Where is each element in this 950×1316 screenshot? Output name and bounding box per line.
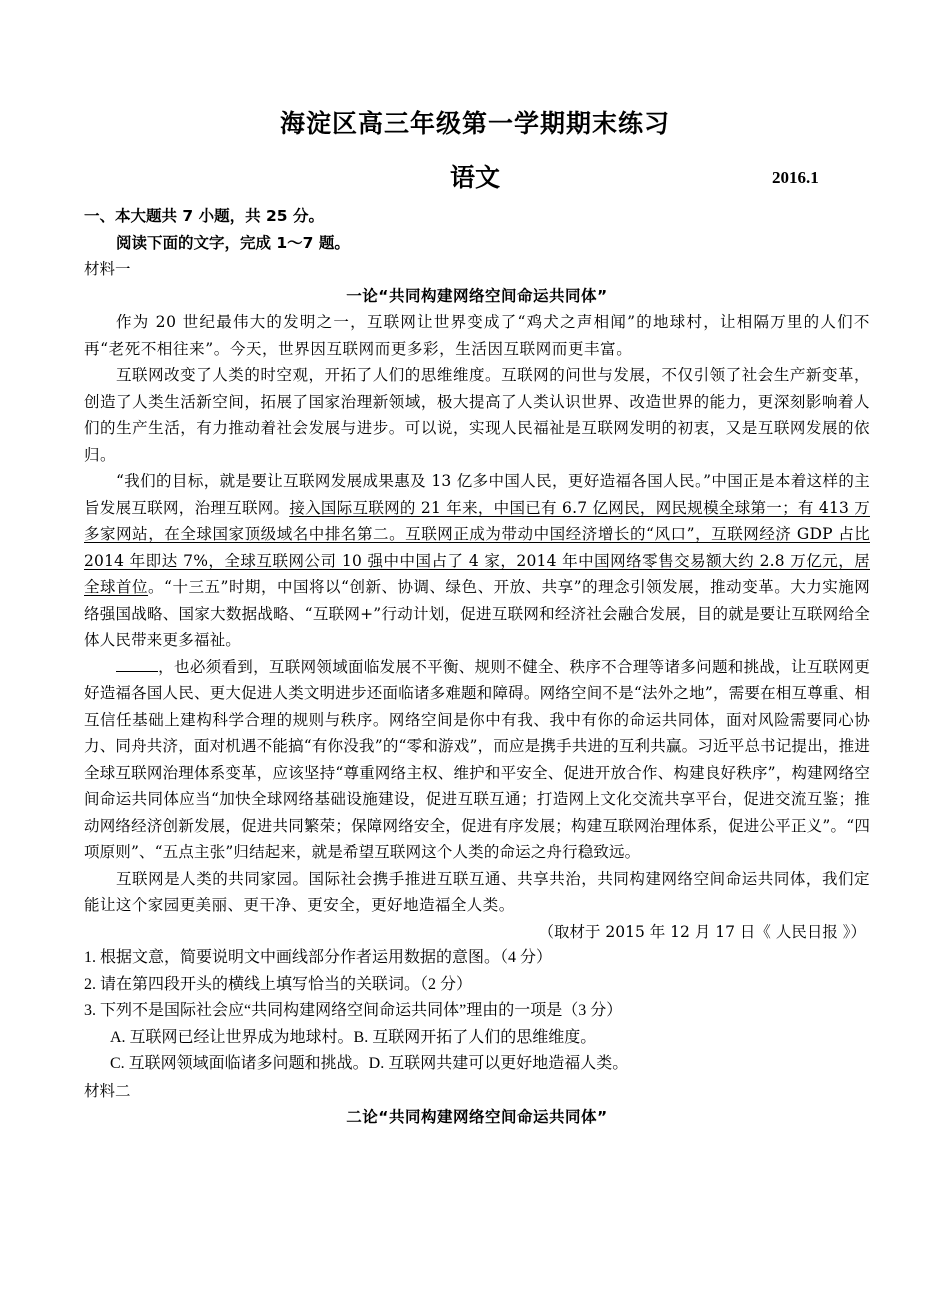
subject-title: 语文 bbox=[449, 163, 500, 192]
paragraph-3 bbox=[84, 468, 870, 654]
paragraph-1: 作为 20 世纪最伟大的发明之一，互联网让世界变成了“鸡犬之声相闻”的地球村，让相隔万里的人们不再“老死不相往来”。今天，世界因互联网而更多彩，生活因互联网而更丰富。 bbox=[84, 313, 870, 358]
question-2: 2. 请在第四段开头的横线上填写恰当的关联词。（2 分） bbox=[84, 975, 473, 993]
paragraph-3-start: “我们的目标，就是要让互联网发展成果惠及 13 亿多中国人民，更好造福各国人民。”中国正是本着这样的主旨发展互联网，治理互联网。 bbox=[84, 472, 870, 517]
options-row-1: A. 互联网已经让世界成为地球村。B. 互联网开拓了人们的思维维度。 bbox=[110, 1028, 597, 1046]
material-1-label: 材料一 bbox=[84, 260, 131, 278]
exam-date: 2016.1 bbox=[772, 168, 819, 187]
material-2-title: 二论“共同构建网络空间命运共同体” bbox=[346, 1108, 608, 1126]
paragraph-3-end: 。“十三五”时期，中国将以“创新、协调、绿色、开放、共享”的理念引领发展，推动变革。大力实施网络强国战略、国家大数据战略、“互联网+”行动计划，促进互联网和经济社会融合发展，目的就是要让互联网给全体人民带来更多福祉。 bbox=[84, 578, 870, 649]
paragraph-4 bbox=[84, 654, 870, 866]
material-1-title: 一论“共同构建网络空间命运共同体” bbox=[346, 286, 608, 305]
underlined-data-passage: 接入国际互联网的 21 年来，中国已有 6.7 亿网民，网民规模全球第一；有 413 万多家网站，在全球国家顶级域名中排名第二。互联网正成为带动中国经济增长的“风口”，互联网经济 GDP 占比 2014 年即达 7%，全球互联网公司 10 强中中国占了 4 家，2014 年中国网络零售交易额大约 2.8 万亿元，居全球首位 bbox=[84, 498, 870, 596]
article-source: （取材于 2015 年 12 月 17 日《 人民日报 》） bbox=[538, 922, 866, 941]
section-heading: 一、本大题共 7 小题，共 25 分。 bbox=[84, 207, 324, 225]
paragraph-4-text: ，也必须看到，互联网领域面临发展不平衡、规则不健全、秩序不合理等诸多问题和挑战，让互联网更好造福各国人民、更大促进人类文明进步还面临诸多难题和障碍。网络空间不是“法外之地”，需要在相互尊重、相互信任基础上建构科学合理的规则与秩序。网络空间是你中有我、我中有你的命运共同体，面对风险需要同心协力、同舟共济，面对机遇不能搞“有你没我”的“零和游戏”，而应是携手共进的互利共赢。习近平总书记提出，推进全球互联网治理体系变革，应该坚持“尊重网络主权、维护和平安全、促进开放合作、构建良好秩序”，构建网络空间命运共同体应当“加快全球网络基础设施建设，促进互联互通；打造网上文化交流共享平台，促进交流互鉴；推动网络经济创新发展，促进共同繁荣；保障网络安全，促进有序发展；构建互联网治理体系，促进公平正义”。“四项原则”、“五点主张”归结起来，就是希望互联网这个人类的命运之舟行稳致远。 bbox=[84, 657, 870, 861]
options-row-2: C. 互联网领域面临诸多问题和挑战。D. 互联网共建可以更好地造福人类。 bbox=[110, 1055, 629, 1072]
paragraph-2: 互联网改变了人类的时空观，开拓了人们的思维维度。互联网的问世与发展，不仅引领了社会生产新变革，创造了人类生活新空间，拓展了国家治理新领域，极大提高了人类认识世界、改造世界的能力，更深刻影响着人们的生产生活，有力推动着社会发展与进步。可以说，实现人民福祉是互联网发明的初衷，又是互联网发展的依归。 bbox=[84, 366, 870, 464]
exam-title: 海淀区高三年级第一学期期末练习 bbox=[279, 109, 670, 138]
exam-content bbox=[84, 203, 870, 1131]
section-instruction: 阅读下面的文字，完成 1～7 题。 bbox=[116, 233, 350, 252]
question-1: 1. 根据文意，简要说明文中画线部分作者运用数据的意图。（4 分） bbox=[84, 949, 553, 966]
fill-in-blank[interactable] bbox=[116, 655, 158, 672]
question-3: 3. 下列不是国际社会应“共同构建网络空间命运共同体”理由的一项是（3 分） bbox=[84, 1002, 623, 1019]
material-2-label: 材料二 bbox=[84, 1081, 131, 1100]
paragraph-5: 互联网是人类的共同家园。国际社会携手推进互联互通、共享共治，共同构建网络空间命运共同体，我们定能让这个家园更美丽、更干净、更安全，更好地造福全人类。 bbox=[84, 869, 870, 914]
